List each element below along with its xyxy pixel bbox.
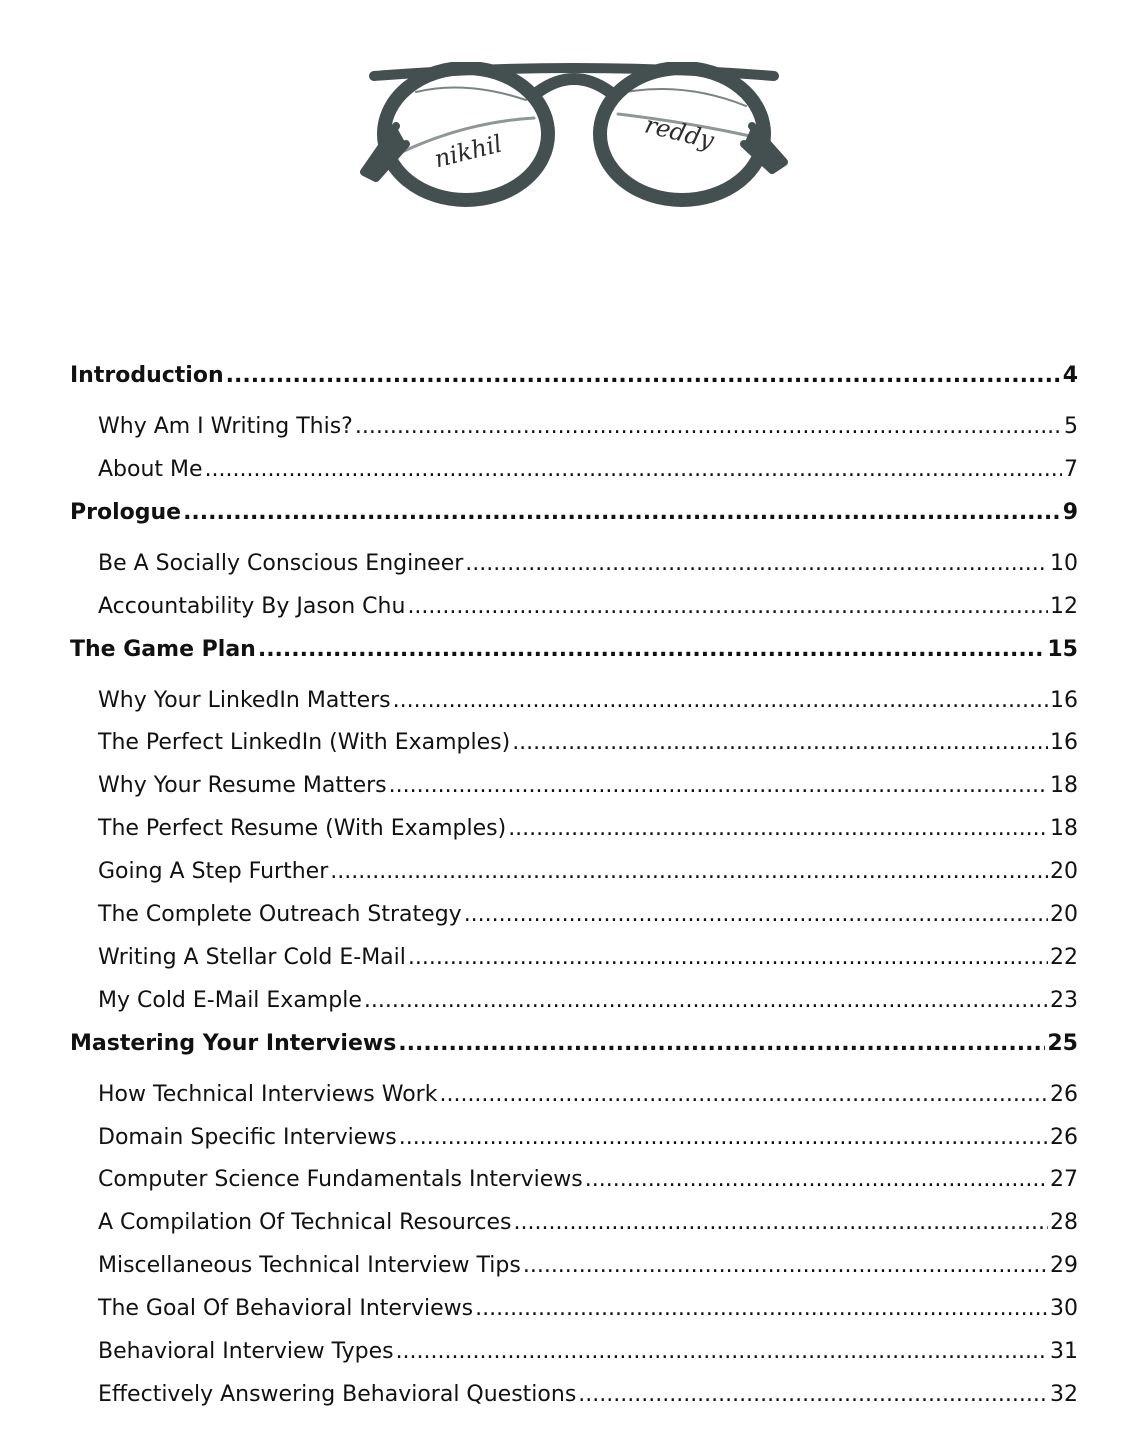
toc-entry-page-number: 16 — [1050, 687, 1078, 713]
dot-leader — [258, 636, 1046, 664]
toc-entry-title: Accountability By Jason Chu — [98, 593, 406, 619]
toc-section-row[interactable] — [70, 1081, 1078, 1124]
toc-section-row[interactable] — [70, 1338, 1078, 1381]
toc-entry-title: Domain Specific Interviews — [98, 1124, 397, 1150]
toc-section-row[interactable] — [70, 687, 1078, 730]
dot-leader — [355, 413, 1062, 441]
dot-leader — [512, 729, 1048, 757]
dot-leader — [585, 1166, 1048, 1194]
dot-leader — [523, 1252, 1048, 1280]
dot-leader — [330, 858, 1048, 886]
dot-leader — [389, 772, 1048, 800]
toc-chapter-row[interactable] — [70, 1030, 1078, 1081]
dot-leader — [465, 550, 1048, 578]
dot-leader — [364, 987, 1048, 1015]
toc-section-row[interactable] — [70, 593, 1078, 636]
toc-entry-page-number: 22 — [1050, 944, 1078, 970]
toc-entry-page-number: 18 — [1050, 773, 1078, 799]
table-of-contents — [70, 362, 1078, 1424]
toc-entry-title: How Technical Interviews Work — [98, 1081, 438, 1107]
toc-entry-page-number: 18 — [1050, 816, 1078, 842]
dot-leader — [408, 944, 1048, 972]
dot-leader — [514, 1209, 1048, 1237]
dot-leader — [439, 1081, 1048, 1109]
toc-section-row[interactable] — [70, 987, 1078, 1030]
glasses-logo — [356, 62, 792, 210]
toc-entry-page-number: 16 — [1050, 730, 1078, 756]
dot-leader — [183, 499, 1061, 527]
toc-entry-page-number: 4 — [1062, 363, 1078, 388]
toc-entry-page-number: 23 — [1050, 987, 1078, 1013]
toc-entry-page-number: 25 — [1047, 1030, 1078, 1056]
toc-entry-page-number: 20 — [1050, 902, 1078, 928]
toc-entry-title: About Me — [98, 456, 203, 482]
dot-leader — [464, 901, 1048, 929]
toc-entry-page-number: 32 — [1050, 1381, 1078, 1407]
toc-section-row[interactable] — [70, 1252, 1078, 1295]
toc-entry-title: Introduction — [70, 363, 224, 388]
toc-section-row[interactable] — [70, 1166, 1078, 1209]
toc-entry-page-number: 12 — [1050, 593, 1078, 619]
toc-entry-title: Writing A Stellar Cold E-Mail — [98, 944, 406, 970]
toc-entry-page-number: 9 — [1062, 499, 1078, 525]
toc-section-row[interactable] — [70, 944, 1078, 987]
toc-entry-title: Prologue — [70, 499, 182, 525]
toc-entry-title: Miscellaneous Technical Interview Tips — [98, 1253, 521, 1279]
toc-entry-title: A Compilation Of Technical Resources — [98, 1210, 512, 1236]
logo-word-right: reddy — [642, 110, 717, 155]
toc-entry-title: Behavioral Interview Types — [98, 1339, 394, 1365]
toc-entry-title: Why Am I Writing This? — [98, 414, 353, 439]
toc-section-row[interactable] — [70, 772, 1078, 815]
dot-leader — [578, 1381, 1048, 1409]
toc-entry-title: Why Your Resume Matters — [98, 773, 387, 799]
toc-section-row[interactable] — [70, 1295, 1078, 1338]
toc-section-row[interactable] — [70, 413, 1078, 456]
toc-entry-title: Going A Step Further — [98, 859, 329, 885]
toc-entry-title: The Game Plan — [70, 636, 256, 662]
toc-entry-page-number: 5 — [1064, 414, 1078, 439]
toc-section-row[interactable] — [70, 1209, 1078, 1252]
dot-leader — [398, 1030, 1045, 1058]
toc-entry-page-number: 30 — [1050, 1296, 1078, 1322]
toc-chapter-row[interactable] — [70, 636, 1078, 687]
toc-entry-title: The Complete Outreach Strategy — [98, 902, 462, 928]
toc-section-row[interactable] — [70, 901, 1078, 944]
toc-entry-title: The Perfect LinkedIn (With Examples) — [98, 730, 511, 756]
glasses-icon — [356, 62, 792, 210]
toc-entry-title: My Cold E-Mail Example — [98, 987, 362, 1013]
dot-leader — [508, 815, 1048, 843]
toc-chapter-row[interactable] — [70, 362, 1078, 413]
toc-section-row[interactable] — [70, 858, 1078, 901]
toc-section-row[interactable] — [70, 815, 1078, 858]
dot-leader — [407, 593, 1048, 621]
toc-entry-page-number: 10 — [1050, 550, 1078, 576]
toc-entry-page-number: 28 — [1050, 1210, 1078, 1236]
dot-leader — [475, 1295, 1048, 1323]
dot-leader — [399, 1124, 1048, 1152]
dot-leader — [226, 362, 1061, 390]
toc-entry-title: Be A Socially Conscious Engineer — [98, 550, 464, 576]
toc-entry-title: Computer Science Fundamentals Interviews — [98, 1167, 583, 1193]
toc-entry-title: Mastering Your Interviews — [70, 1030, 397, 1056]
dot-leader — [393, 687, 1048, 715]
toc-entry-title: Why Your LinkedIn Matters — [98, 687, 391, 713]
toc-entry-page-number: 29 — [1050, 1253, 1078, 1279]
toc-entry-page-number: 27 — [1050, 1167, 1078, 1193]
logo-word-left: nikhil — [431, 129, 505, 174]
toc-entry-page-number: 20 — [1050, 859, 1078, 885]
toc-entry-page-number: 7 — [1064, 456, 1078, 482]
toc-entry-page-number: 15 — [1047, 636, 1078, 662]
toc-section-row[interactable] — [70, 729, 1078, 772]
toc-entry-title: The Goal Of Behavioral Interviews — [98, 1296, 474, 1322]
toc-entry-page-number: 26 — [1050, 1124, 1078, 1150]
toc-section-row[interactable] — [70, 1381, 1078, 1424]
toc-section-row[interactable] — [70, 550, 1078, 593]
toc-entry-title: The Perfect Resume (With Examples) — [98, 816, 507, 842]
toc-entry-title: Effectively Answering Behavioral Questions — [98, 1381, 577, 1407]
toc-entry-page-number: 31 — [1050, 1339, 1078, 1365]
toc-section-row[interactable] — [70, 456, 1078, 499]
toc-section-row[interactable] — [70, 1124, 1078, 1167]
dot-leader — [205, 456, 1062, 484]
dot-leader — [396, 1338, 1048, 1366]
toc-entry-page-number: 26 — [1050, 1081, 1078, 1107]
toc-chapter-row[interactable] — [70, 499, 1078, 550]
